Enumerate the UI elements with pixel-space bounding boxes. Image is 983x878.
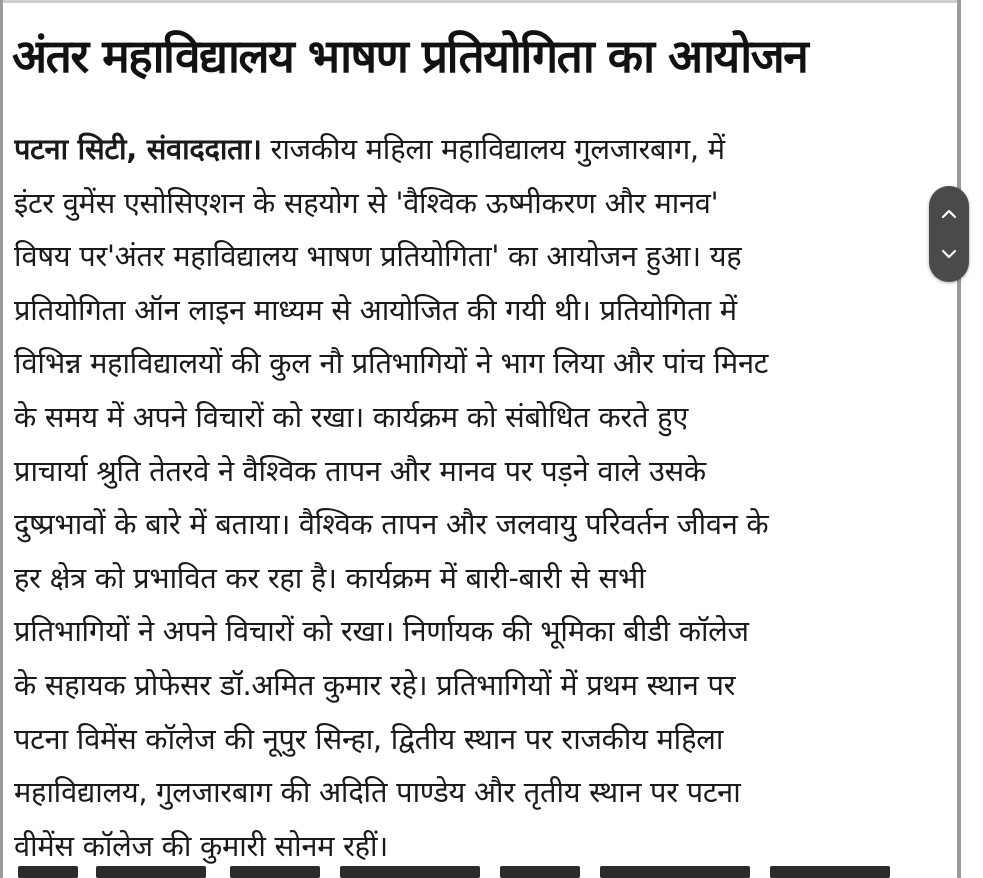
article-line: प्रतियोगिता ऑन लाइन माध्यम से आयोजित की गयी थी। प्रतियोगिता में	[14, 292, 737, 327]
article-dateline: पटना सिटी, संवाददाता।	[14, 132, 262, 166]
article-line: हर क्षेत्र को प्रभावित कर रहा है। कार्यक्रम में बारी-बारी से सभी	[14, 560, 646, 595]
article-headline: अंतर महाविद्यालय भाषण प्रतियोगिता का आयोजन	[12, 29, 808, 83]
next-article-cutoff	[0, 866, 960, 878]
scroll-navigation	[929, 186, 969, 282]
article-line	[14, 123, 944, 177]
scroll-up-button[interactable]	[929, 194, 969, 234]
article-line: वीमेंस कॉलेज की कुमारी सोनम रहीं।	[14, 828, 388, 863]
page-right-border	[957, 0, 961, 878]
article-line: विषय पर'अंतर महाविद्यालय भाषण प्रतियोगिता' का आयोजन हुआ। यह	[14, 239, 742, 274]
article-line: प्रतिभागियों ने अपने विचारों को रखा। निर्णायक की भूमिका बीडी कॉलेज	[14, 614, 749, 649]
chevron-down-icon	[941, 249, 957, 259]
page-left-border	[0, 0, 3, 878]
article-body	[14, 123, 944, 873]
article-line: दुष्प्रभावों के बारे में बताया। वैश्विक तापन और जलवायु परिवर्तन जीवन के	[14, 507, 769, 542]
scroll-down-button[interactable]	[929, 234, 969, 274]
article-line: विभिन्न महाविद्यालयों की कुल नौ प्रतिभागियों ने भाग लिया और पांच मिनट	[14, 346, 769, 381]
article-line-text: राजकीय महिला महाविद्यालय गुलजारबाग, में	[270, 132, 725, 166]
article-line: प्राचार्या श्रुति तेतरवे ने वैश्विक तापन और मानव पर पड़ने वाले उसके	[14, 453, 706, 488]
chevron-up-icon	[941, 209, 957, 219]
article-line: के सहायक प्रोफेसर डॉ.अमित कुमार रहे। प्रतिभागियों में प्रथम स्थान पर	[14, 667, 736, 702]
article-line: पटना विमेंस कॉलेज की नूपुर सिन्हा, द्वितीय स्थान पर राजकीय महिला	[14, 721, 724, 756]
article-line: इंटर वुमेंस एसोसिएशन के सहयोग से 'वैश्विक ऊष्मीकरण और मानव'	[14, 185, 719, 220]
page-top-edge	[0, 0, 960, 3]
article-line: महाविद्यालय, गुलजारबाग की अदिति पाण्डेय और तृतीय स्थान पर पटना	[14, 775, 741, 810]
article-line: के समय में अपने विचारों को रखा। कार्यक्रम को संबोधित करते हुए	[14, 399, 688, 434]
